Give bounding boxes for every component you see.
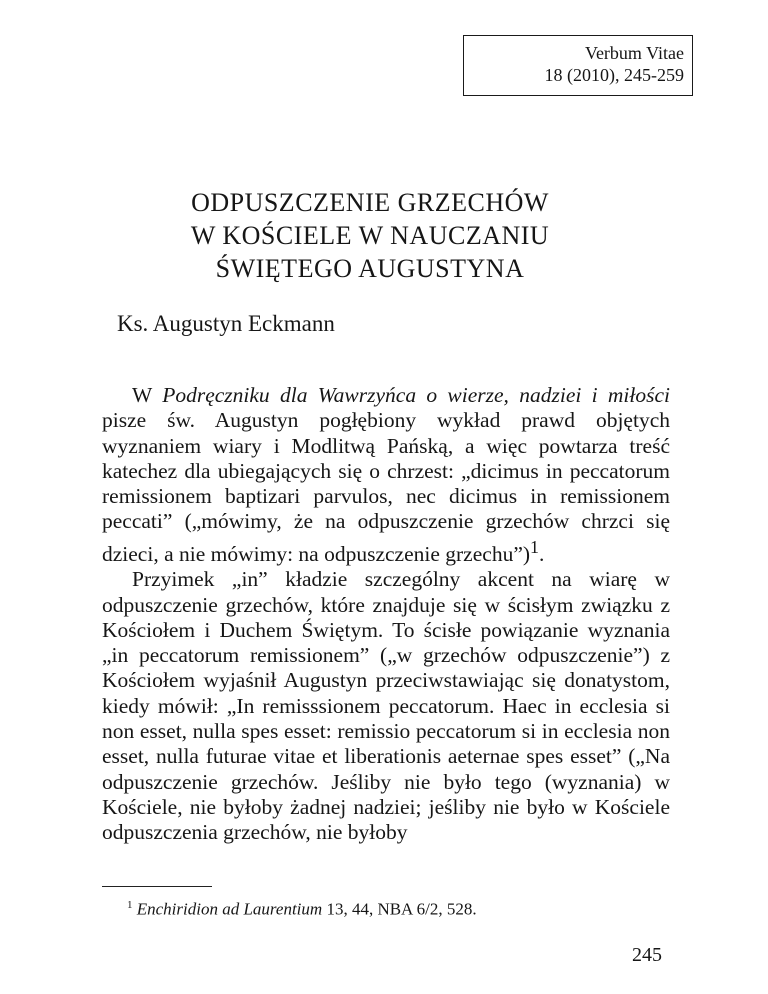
footnote-divider <box>102 886 212 887</box>
p1-start: W <box>132 383 163 407</box>
page-number: 245 <box>632 944 662 966</box>
journal-citation-box <box>463 35 693 96</box>
footnote-reference[interactable]: 1 <box>530 536 539 557</box>
paragraph-1 <box>102 383 670 567</box>
footnote-source-ref: 13, 44, NBA 6/2, 528. <box>322 899 477 919</box>
footnote-source-title: Enchiridion ad Laurentium <box>136 899 323 919</box>
p1-text: pisze św. Augustyn pogłębiony wykład prawd objętych wyznaniem wiary i Modlitwą Pańską, a więc powtarza treść katechez dla ubiegających się o chrzest: „dicimus in peccatorum remissionem baptizari parvulos, nec dicimus in remissionem peccati” („mówimy, że na odpuszczenie grzechów chrzci się dzieci, a nie mówimy: na odpuszczenie grzechu”) <box>102 408 670 566</box>
title-line-1: ODPUSZCZENIE GRZECHÓW <box>191 188 549 217</box>
journal-volume-pages: 18 (2010), 245-259 <box>544 65 684 85</box>
author: Ks. Augustyn Eckmann <box>117 311 335 336</box>
article-body <box>102 383 670 846</box>
footnote-number: 1 <box>127 899 133 911</box>
p1-end: . <box>538 541 545 566</box>
footnote <box>127 899 477 920</box>
journal-name: Verbum Vitae <box>584 43 684 63</box>
paragraph-2: Przyimek „in” kładzie szczególny akcent na wiarę w odpuszczenie grzechów, które znajduje się w ścisłym związku z Kościołem i Duchem Świętym. To ścisłe powiązanie wyznania „in peccatorum remissionem” („w grzechów odpuszczenie”) z Kościołem wyjaśnił Augustyn przeciwstawiając się donatystom, kiedy mówił: „In remisssionem peccatorum. Haec in ecclesia si non esset, nulla spes esset: remissio peccatorum si in ecclesia non esset, nulla futurae vitae et liberationis aeternae spes esset” („Na odpuszczenie grzechów. Jeśliby nie było tego (wyznania) w Kościele, nie byłoby żadnej nadziei; jeśliby nie było w Kościele odpuszczenia grzechów, nie byłoby <box>102 567 670 845</box>
title-line-2: W KOŚCIELE W NAUCZANIU <box>190 221 550 250</box>
p1-book-title: Podręczniku dla Wawrzyńca o wierze, nadziei i miłości <box>162 383 670 407</box>
article-title <box>100 186 640 285</box>
title-line-3: ŚWIĘTEGO AUGUSTYNA <box>215 254 525 283</box>
